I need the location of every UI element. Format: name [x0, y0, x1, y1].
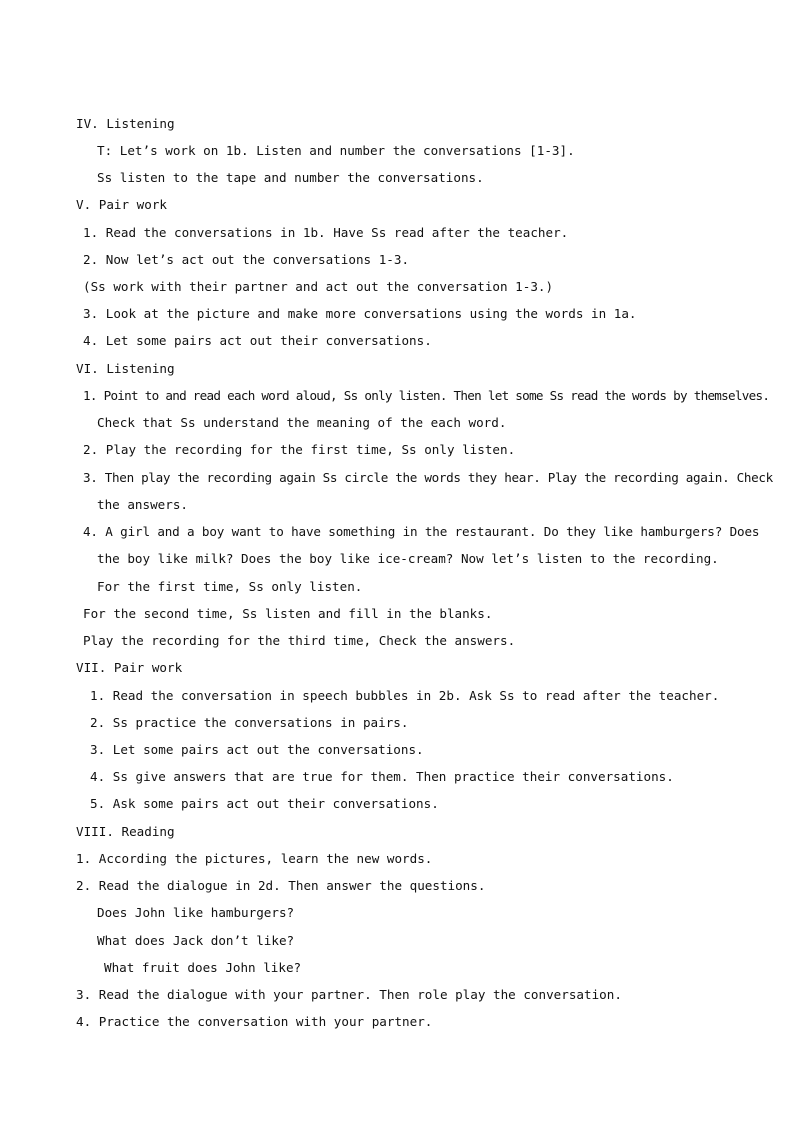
section-heading-listening-vi: VI. Listening [76, 361, 175, 376]
list-item: 4. Ss give answers that are true for them. Then practice their conversations. [90, 769, 674, 784]
question-line: Does John like hamburgers? [97, 905, 295, 920]
list-item: 3. Look at the picture and make more conversations using the words in 1a. [83, 306, 637, 321]
text-line: the answers. [97, 497, 188, 512]
text-line: Play the recording for the third time, Check the answers. [83, 633, 516, 648]
section-heading-reading-viii: VIII. Reading [76, 824, 175, 839]
list-item: 1. Read the conversations in 1b. Have Ss read after the teacher. [83, 225, 569, 240]
list-item: 1. Point to and read each word aloud, Ss only listen. Then let some Ss read the words by themselves. [83, 388, 770, 403]
list-item: 2. Now let’s act out the conversations 1-3. [83, 252, 410, 267]
list-item: 2. Play the recording for the first time, Ss only listen. [83, 442, 516, 457]
list-item: 2. Read the dialogue in 2d. Then answer the questions. [76, 878, 486, 893]
text-line: For the second time, Ss listen and fill in the blanks. [83, 606, 493, 621]
text-line: (Ss work with their partner and act out the conversation 1-3.) [83, 279, 554, 294]
list-item: 1. Read the conversation in speech bubbles in 2b. Ask Ss to read after the teacher. [90, 688, 720, 703]
text-line: T: Let’s work on 1b. Listen and number the conversations [1-3]. [97, 143, 575, 158]
list-item: 5. Ask some pairs act out their conversations. [90, 796, 439, 811]
list-item: 4. Let some pairs act out their conversations. [83, 333, 432, 348]
question-line: What fruit does John like? [104, 960, 302, 975]
question-line: What does Jack don’t like? [97, 933, 295, 948]
text-line: For the first time, Ss only listen. [97, 579, 363, 594]
section-heading-pair-work-vii: VII. Pair work [76, 660, 183, 675]
list-item: 4. Practice the conversation with your partner. [76, 1014, 433, 1029]
list-item: 3. Read the dialogue with your partner. Then role play the conversation. [76, 987, 622, 1002]
list-item: 1. According the pictures, learn the new words. [76, 851, 433, 866]
list-item: 3. Let some pairs act out the conversations. [90, 742, 424, 757]
section-heading-pair-work-v: V. Pair work [76, 197, 167, 212]
list-item: 2. Ss practice the conversations in pairs. [90, 715, 409, 730]
text-line: the boy like milk? Does the boy like ice-cream? Now let’s listen to the recording. [97, 551, 719, 566]
list-item: 3. Then play the recording again Ss circle the words they hear. Play the recording again. Check [83, 470, 773, 485]
section-heading-listening-iv: IV. Listening [76, 116, 175, 131]
text-line: Ss listen to the tape and number the conversations. [97, 170, 484, 185]
text-line: Check that Ss understand the meaning of the each word. [97, 415, 507, 430]
list-item: 4. A girl and a boy want to have something in the restaurant. Do they like hamburgers? Does [83, 524, 760, 539]
